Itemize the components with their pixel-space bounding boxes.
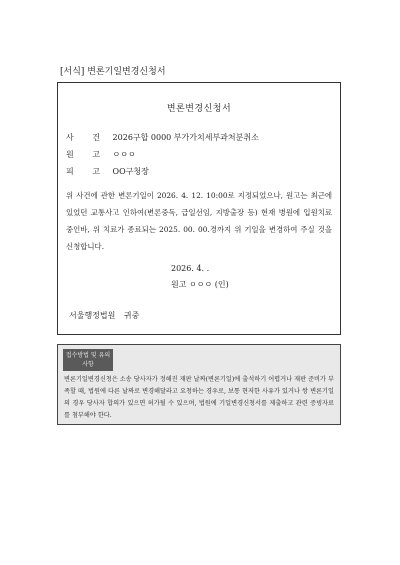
defendant-value: OO구청장 (112, 167, 149, 176)
note-heading: 접수방법 및 유의사항 (63, 349, 113, 371)
plaintiff-field (66, 149, 136, 160)
note-text: 변론기일변경신청은 소송 당사자가 정해진 재판 날짜(변론기일)에 출석하기 어렵거나 재판 준비가 부족할 때, 법원에 다른 날짜로 변경해달라고 요청하는 경우로, 보통 현저한 사유가 있거나 쌍 변론기일의 경우 당사자 합의가 있으면 허가될 수 있으며, 법원에 기일변경신청서를 제출하고 관련 증빙자료를 첨부해야 한다. (64, 376, 334, 419)
court-addressee: 서울행정법원 귀중 (69, 311, 140, 320)
application-body: 위 사건에 관한 변론기일이 2026. 4. 12. 10:00로 지정되었으나, 원고는 최근에 있었던 교통사고 인하여(변론중독, 급일선임, 지방출장 등) 현재 병원에 입원치료 중인바, 위 치료가 종료되는 2025. 00. 00.경까지 위 기일을 변경하여 주실 것을 신청합니다. (66, 191, 332, 251)
plaintiff-label: 원 고 (66, 150, 108, 159)
guidance-note (57, 344, 341, 425)
signer: 원고 ㅇㅇㅇ (인) (171, 280, 229, 289)
case-value: 2026구합 0000 부가가치세부과처분취소 (112, 133, 259, 142)
defendant-field (66, 166, 149, 177)
document-title: 변론변경신청서 (166, 104, 232, 114)
application-date: 2026. 4. . (171, 264, 210, 273)
application-document (57, 82, 341, 335)
case-field (66, 132, 259, 143)
plaintiff-value: ㅇㅇㅇ (112, 150, 136, 159)
defendant-label: 피 고 (66, 167, 108, 176)
form-label: [서식] 변론기일변경신청서 (60, 67, 166, 77)
case-label: 사 건 (66, 133, 108, 142)
